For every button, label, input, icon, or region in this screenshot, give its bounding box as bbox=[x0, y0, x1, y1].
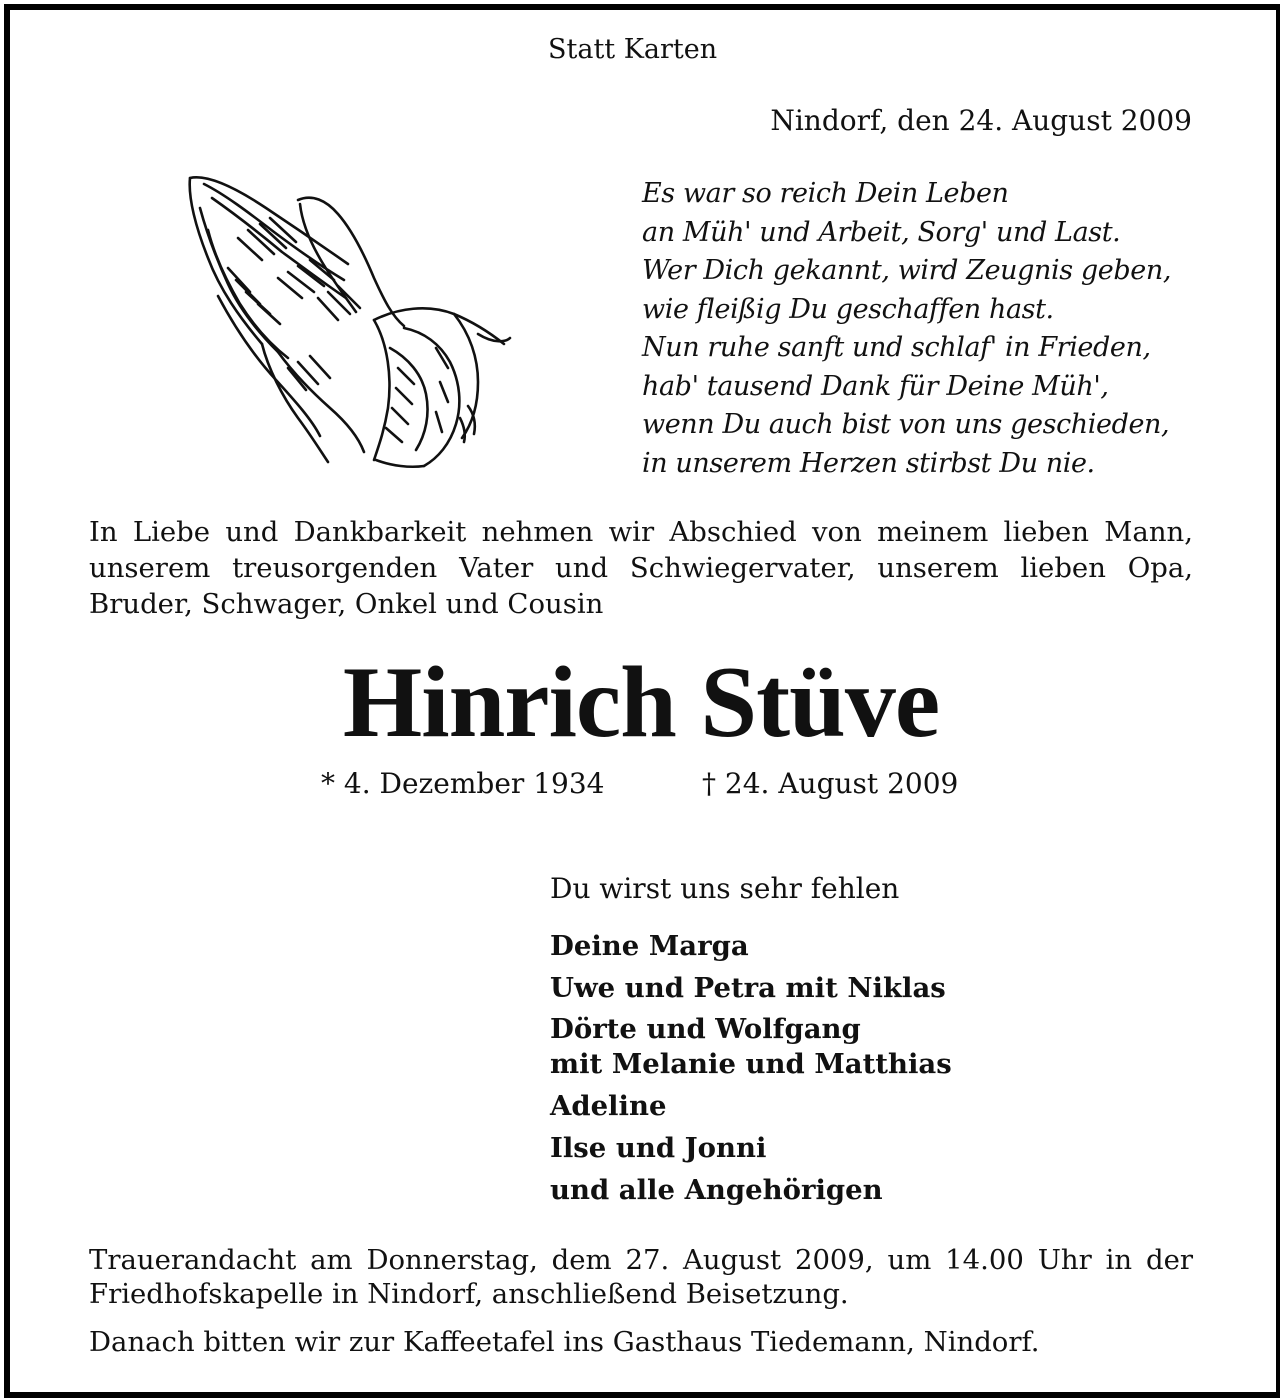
mourner-entry bbox=[550, 1172, 952, 1208]
mourner-line: Deine Marga bbox=[550, 930, 749, 962]
mourner-entry bbox=[550, 970, 952, 1006]
mourners-list bbox=[550, 928, 952, 1214]
poem-line: Wer Dich gekannt, wird Zeugnis geben, bbox=[642, 255, 1171, 286]
farewell-text bbox=[89, 514, 1193, 622]
mourner-line: Ilse und Jonni bbox=[550, 1132, 767, 1164]
service-line: Friedhofskapelle in Nindorf, anschließend Beisetzung. bbox=[89, 1278, 849, 1310]
mourner-line: mit Melanie und Matthias bbox=[550, 1048, 952, 1080]
mourner-line: Uwe und Petra mit Niklas bbox=[550, 972, 946, 1004]
mourner-entry bbox=[550, 1130, 952, 1166]
deceased-name: Hinrich Stüve bbox=[342, 646, 940, 759]
poem-line: wie fleißig Du geschaffen hast. bbox=[642, 293, 1054, 325]
death-date: † 24. August 2009 bbox=[702, 767, 959, 800]
miss-line: Du wirst uns sehr fehlen bbox=[550, 872, 900, 905]
mourner-line: Adeline bbox=[550, 1090, 667, 1122]
poem-line: Nun ruhe sanft und schlaf' in Frieden, bbox=[642, 332, 1151, 363]
poem-line: wenn Du auch bist von uns geschieden, bbox=[642, 409, 1170, 440]
poem-line: an Müh' und Arbeit, Sorg' und Last. bbox=[642, 216, 1121, 248]
poem bbox=[642, 175, 1171, 483]
statt-karten-heading: Statt Karten bbox=[548, 34, 718, 65]
praying-hands-icon bbox=[178, 168, 516, 472]
poem-line: in unserem Herzen stirbst Du nie. bbox=[642, 447, 1095, 479]
coffee-invitation: Danach bitten wir zur Kaffeetafel ins Gasthaus Tiedemann, Nindorf. bbox=[89, 1326, 1040, 1358]
poem-line: hab' tausend Dank für Deine Müh', bbox=[642, 370, 1109, 402]
mourner-line: Dörte und Wolfgang bbox=[550, 1013, 861, 1045]
service-line: Trauerandacht am Donnerstag, dem 27. August 2009, um 14.00 Uhr in der bbox=[89, 1244, 1193, 1276]
funeral-service-text bbox=[89, 1243, 1193, 1311]
birth-date: * 4. Dezember 1934 bbox=[321, 767, 605, 800]
poem-line: Es war so reich Dein Leben bbox=[642, 178, 1009, 209]
mourner-line: und alle Angehörigen bbox=[550, 1174, 883, 1206]
mourner-entry bbox=[550, 1088, 952, 1124]
mourner-entry bbox=[550, 1012, 952, 1082]
place-date: Nindorf, den 24. August 2009 bbox=[770, 104, 1192, 137]
farewell-line: Bruder, Schwager, Onkel und Cousin bbox=[89, 588, 604, 620]
farewell-line: In Liebe und Dankbarkeit nehmen wir Abschied von meinem lieben Mann, bbox=[89, 516, 1193, 548]
mourner-entry bbox=[550, 928, 952, 964]
farewell-line: unserem treusorgenden Vater und Schwiegervater, unserem lieben Opa, bbox=[89, 552, 1193, 584]
